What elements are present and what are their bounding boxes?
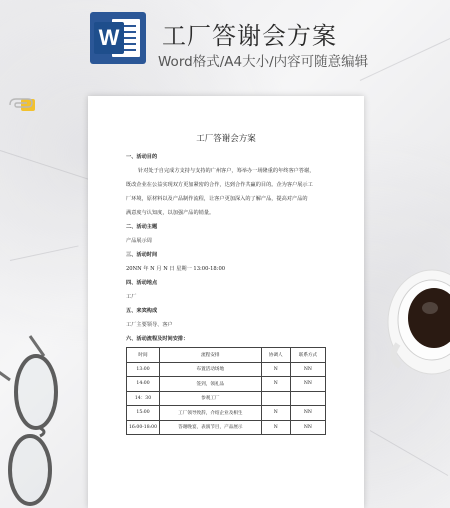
eyeglasses-icon [0, 330, 80, 508]
table-cell: 14：30 [127, 391, 160, 406]
table-cell: 工厂领导致辞，介绍企业及相生 [160, 406, 262, 421]
column-header: 时间 [127, 348, 160, 363]
marble-vein [10, 245, 79, 261]
table-cell [290, 391, 325, 406]
table-cell: NN [290, 420, 325, 435]
table-cell: NN [290, 406, 325, 421]
table-cell: N [261, 377, 290, 392]
table-cell: 参观工厂 [160, 391, 262, 406]
table-cell [261, 391, 290, 406]
coffee-cup-icon [380, 262, 450, 402]
table-cell: 15:00 [127, 406, 160, 421]
table-cell: 16:00-18:00 [127, 420, 160, 435]
paragraph-line: 针对处于自完成方支持与支持的广州客户，筹举办一场隆重的年终客户答谢， [138, 168, 315, 174]
paragraph-line: 厂环境，原材料以及产品制作流程，让客户更加深入的了解产品，提高对产品的 [126, 196, 308, 202]
table-cell: 14:00 [127, 377, 160, 392]
table-cell: 13:00 [127, 362, 160, 377]
table-cell: 答谢晚宴，表演节目，产品展示 [160, 420, 262, 435]
page-title: 工厂答谢会方案 [162, 22, 337, 50]
section-body: 20NN 年 N 月 N 日 星期一 13:00-18:00 [126, 266, 226, 272]
section-heading: 六、活动流程及时间安排： [126, 336, 189, 342]
paper-clip-icon [8, 96, 38, 114]
table-row [127, 406, 326, 421]
page-subtitle: Word格式/A4大小/内容可随意编辑 [158, 54, 369, 70]
document-title: 工厂答谢会方案 [196, 134, 256, 144]
table-row [127, 420, 326, 435]
document-page [88, 96, 364, 508]
section-heading: 五、来宾构成 [126, 308, 158, 314]
section-heading: 四、活动地点 [126, 280, 158, 286]
section-heading: 一、活动目的 [126, 154, 158, 160]
table-header-row [127, 348, 326, 363]
table-cell: N [261, 362, 290, 377]
column-header: 流程安排 [160, 348, 262, 363]
section-body: 工厂 [126, 294, 137, 300]
table-row [127, 391, 326, 406]
section-heading: 二、活动主题 [126, 224, 158, 230]
table-cell: NN [290, 377, 325, 392]
column-header: 协调人 [261, 348, 290, 363]
section-heading: 三、活动时间 [126, 252, 158, 258]
word-icon [90, 12, 146, 64]
table-cell: N [261, 406, 290, 421]
table-row [127, 362, 326, 377]
column-header: 联系方式 [290, 348, 325, 363]
marble-vein [370, 430, 448, 476]
table-row [127, 377, 326, 392]
paragraph-line: 满意度与认知度，以加强产品的销量。 [126, 210, 215, 216]
table-cell: 布置活动场地 [160, 362, 262, 377]
table-cell: N [261, 420, 290, 435]
table-cell: NN [290, 362, 325, 377]
section-body: 产品展示周 [126, 238, 152, 244]
schedule-table [126, 347, 326, 435]
table-cell: 签到，领礼品 [160, 377, 262, 392]
page-header [90, 12, 390, 74]
paragraph-line: 既改企业在公益实现双方更加紧密的合作，达到合作共赢的目的。企为客户展示工 [126, 182, 313, 188]
word-logo-letter: W [94, 22, 124, 54]
section-body: 工厂主要领导、客户 [126, 322, 173, 328]
